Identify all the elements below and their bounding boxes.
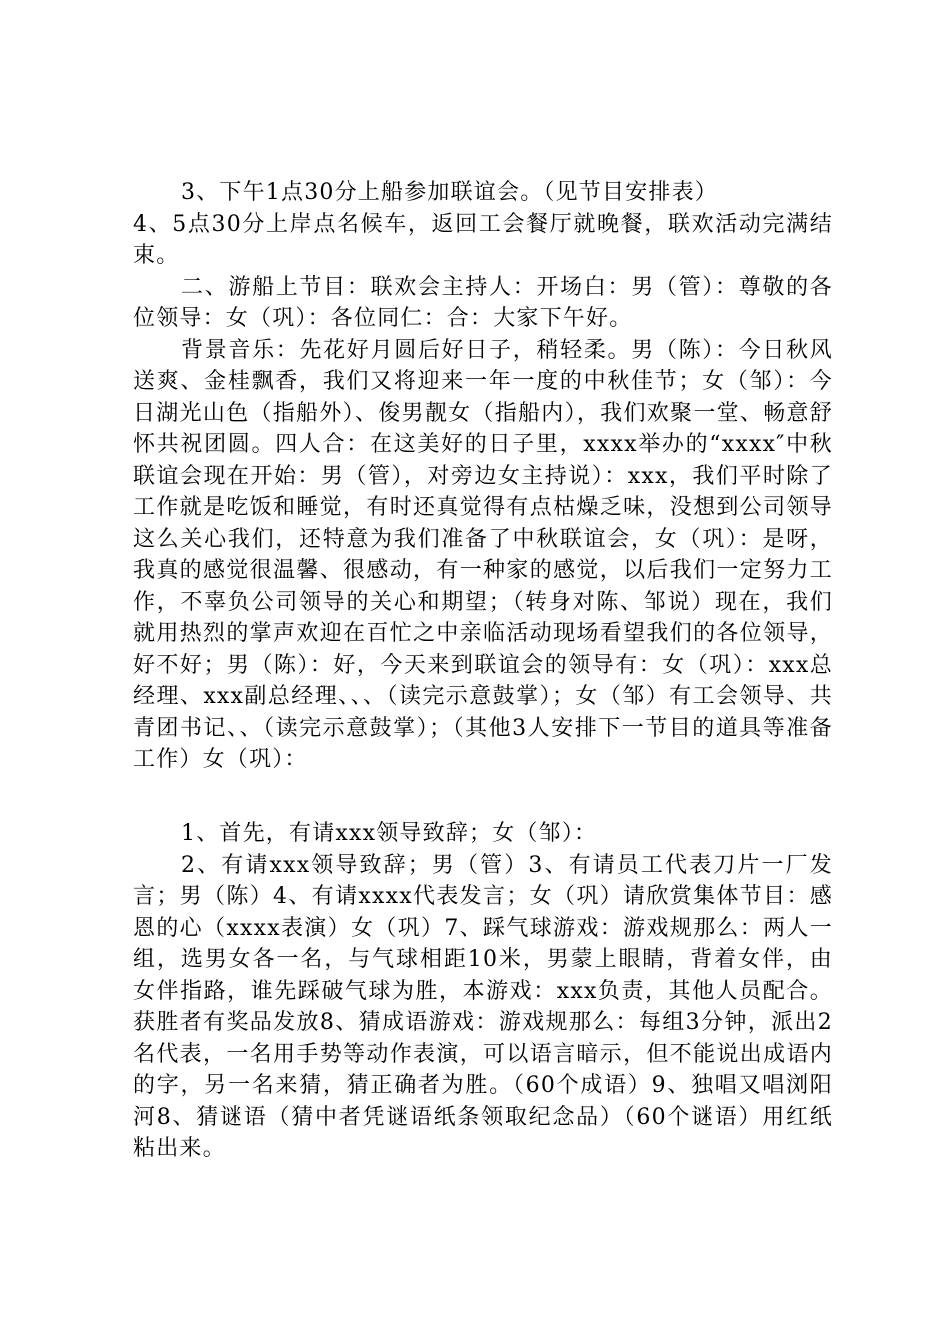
paragraph-schedule-item-3: 3、下午1点30分上船参加联谊会。（见节目安排表） bbox=[181, 180, 718, 205]
paragraph-program-item-1: 1、首先，有请xxx领导致辞；女（邹）： bbox=[181, 821, 598, 846]
bottom-text-block bbox=[133, 818, 833, 1165]
top-text-block bbox=[133, 177, 833, 776]
paragraph-program-items: 2、有请xxx领导致辞；男（管）3、有请员工代表刀片一厂发言；男（陈）4、有请xxxx代表发言；女（巩）请欣赏集体节目：感恩的心（xxxx表演）女（巩）7、踩气球游戏：游戏规那么：两人一组，选男女各一名，与气球相距10米，男蒙上眼睛，背着女伴，由女伴指路，谁先踩破气球为胜，本游戏：xxx负责，其他人员配合。获胜者有奖品发放8、猜成语游戏：游戏规那么：每组3分钟，派出2名代表，一名用手势等动作表演，可以语言暗示，但不能说出成语内的字，另一名来猜，猜正确者为胜。（60个成语）9、独唱又唱浏阳河8、猜谜语（猜中者凭谜语纸条领取纪念品）（60个谜语）用红纸粘出来。 bbox=[133, 852, 833, 1161]
paragraph-schedule-item-4: 4、5点30分上岸点名候车，返回工会餐厅就晚餐，联欢活动完满结束。 bbox=[133, 211, 833, 268]
paragraph-host-script: 背景音乐：先花好月圆后好日子，稍轻柔。男（陈）：今日秋风送爽、金桂飘香，我们又将迎来一年一度的中秋佳节；女（邹）：今日湖光山色（指船外）、俊男靓女（指船内），我们欢聚一堂、畅意舒怀共祝团圆。四人合：在这美好的日子里，xxxx举办的“xxxx″中秋联谊会现在开始：男（管），对旁边女主持说）：xxx，我们平时除了工作就是吃饭和睡觉，有时还真觉得有点枯燥乏味，没想到公司领导这么关心我们，还特意为我们准备了中秋联谊会，女（巩）：是呀，我真的感觉很温馨、很感动，有一种家的感觉，以后我们一定努力工作，不辜负公司领导的关心和期望；（转身对陈、邹说）现在，我们就用热烈的掌声欢迎在百忙之中亲临活动现场看望我们的各位领导，好不好；男（陈）：好，今天来到联谊会的领导有：女（巩）：xxx总经理、xxx副总经理、、、（读完示意鼓掌）；女（邹）有工会领导、共青团书记、、（读完示意鼓掌）；（其他3人安排下一节目的道具等准备工作）女（巩）： bbox=[133, 337, 833, 772]
paragraph-section-two-opening: 二、游船上节目：联欢会主持人：开场白：男（管）：尊敬的各位领导：女（巩）：各位同仁：合：大家下午好。 bbox=[133, 274, 833, 331]
